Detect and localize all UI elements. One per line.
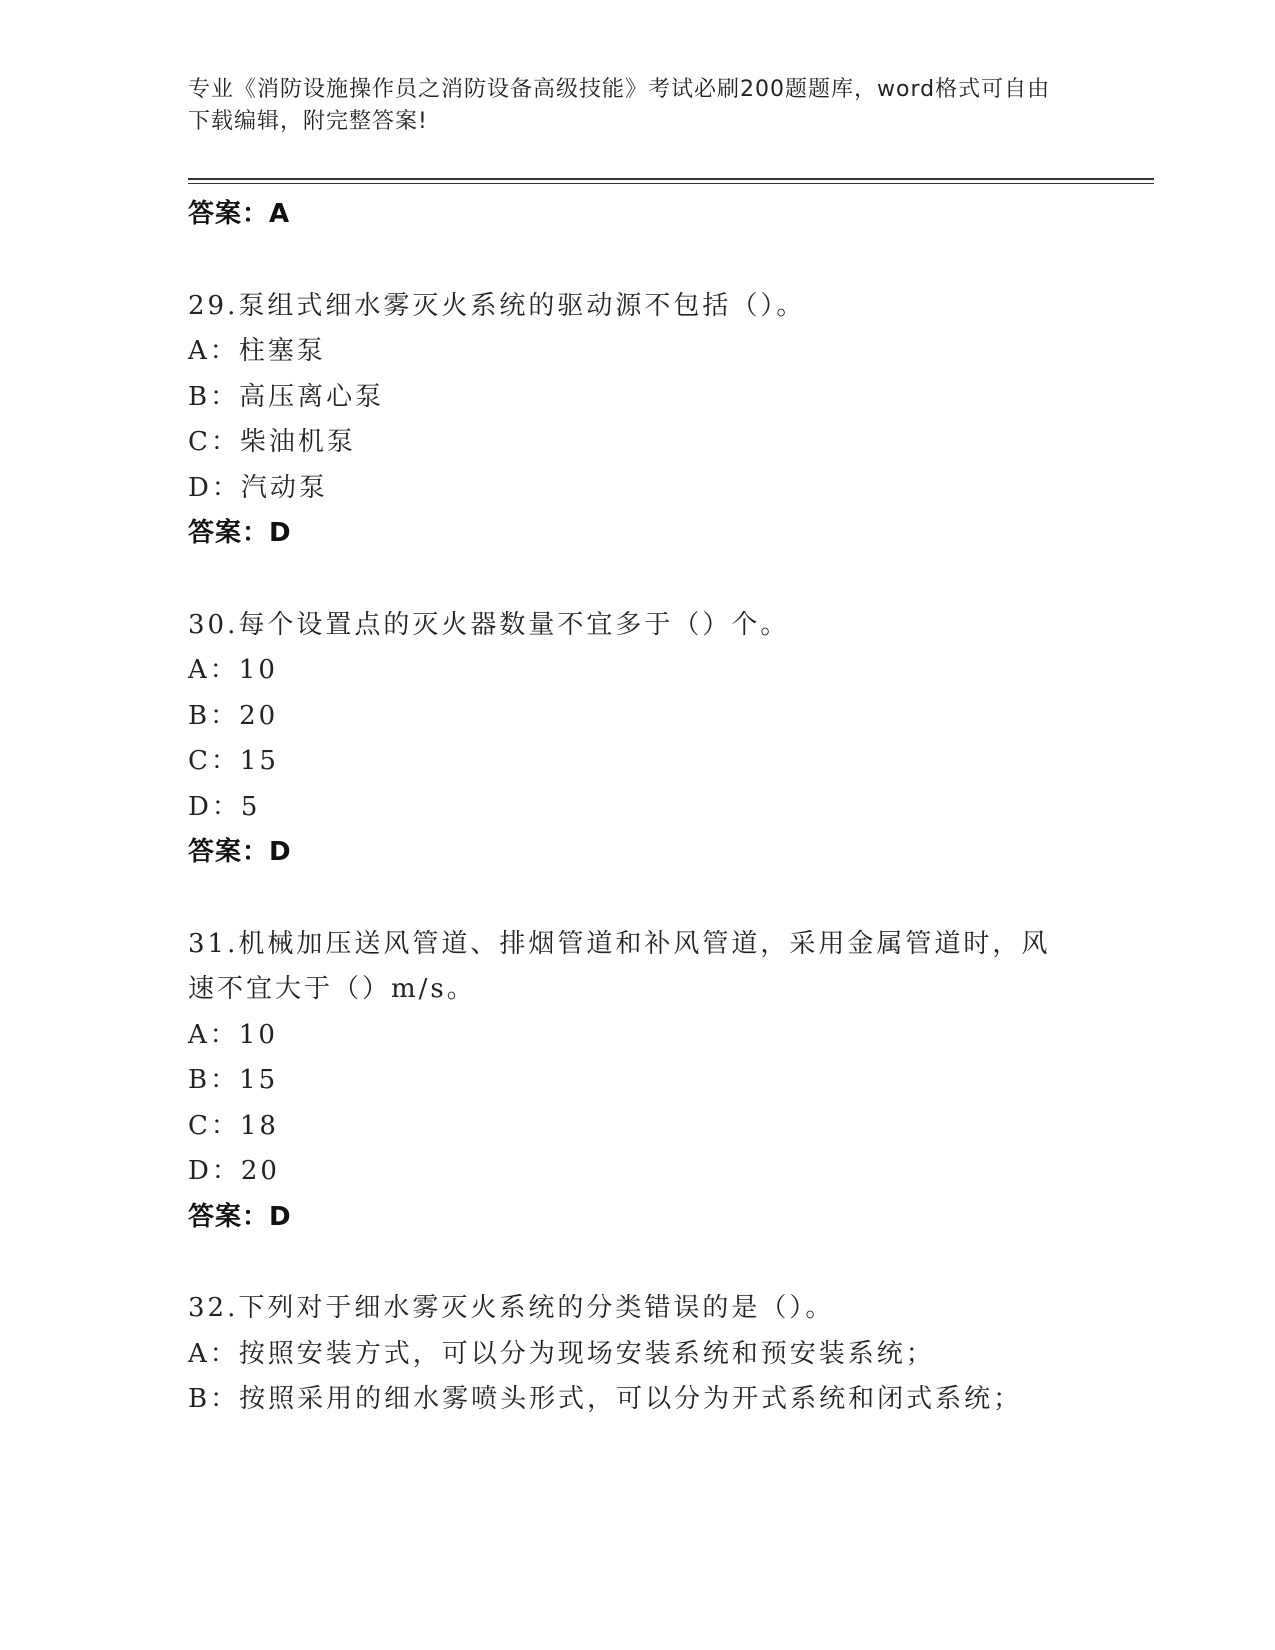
answer-line: 答案：D (188, 518, 292, 548)
question-stem: 29.泵组式细水雾灭火系统的驱动源不包括（）。 (188, 290, 806, 321)
question-stem: 31.机械加压送风管道、排烟管道和补风管道，采用金属管道时，风速不宜大于（）m/s。 (188, 928, 1051, 1004)
question-29 (188, 284, 1078, 557)
document-header: 专业《消防设施操作员之消防设备高级技能》考试必刷200题题库，word格式可自由下载编辑，附完整答案! (188, 77, 1051, 134)
spacer (188, 557, 1078, 603)
option-a: A：10 (188, 1019, 278, 1050)
question-stem: 30.每个设置点的灭火器数量不宜多于（）个。 (188, 609, 790, 640)
question-30 (188, 603, 1078, 876)
header-divider-thin (188, 183, 1154, 184)
option-b: B：按照采用的细水雾喷头形式，可以分为开式系统和闭式系统； (188, 1384, 1023, 1414)
question-list (188, 192, 1078, 1423)
option-c: C：18 (188, 1110, 279, 1141)
option-d: D：汽动泵 (188, 472, 328, 503)
question-32 (188, 1286, 1078, 1423)
answer-line: 答案：D (188, 1201, 292, 1232)
header-divider-thick (188, 178, 1154, 180)
spacer (188, 876, 1078, 922)
spacer (188, 238, 1078, 284)
option-b: B：15 (188, 1065, 279, 1095)
option-a: A：10 (188, 655, 278, 685)
answer-line: 答案：A (188, 199, 291, 229)
option-b: B：20 (188, 700, 279, 731)
option-d: D：20 (188, 1156, 280, 1186)
question-31 (188, 922, 1078, 1241)
option-c: C：柴油机泵 (188, 427, 356, 457)
option-c: C：15 (188, 746, 279, 776)
answer-line: 答案：D (188, 837, 292, 867)
question-stem: 32.下列对于细水雾灭火系统的分类错误的是（）。 (188, 1293, 835, 1323)
option-d: D：5 (188, 791, 261, 822)
option-b: B：高压离心泵 (188, 381, 385, 412)
option-a: A：按照安装方式，可以分为现场安装系统和预安装系统； (188, 1338, 935, 1369)
option-a: A：柱塞泵 (188, 336, 326, 366)
spacer (188, 1240, 1078, 1286)
